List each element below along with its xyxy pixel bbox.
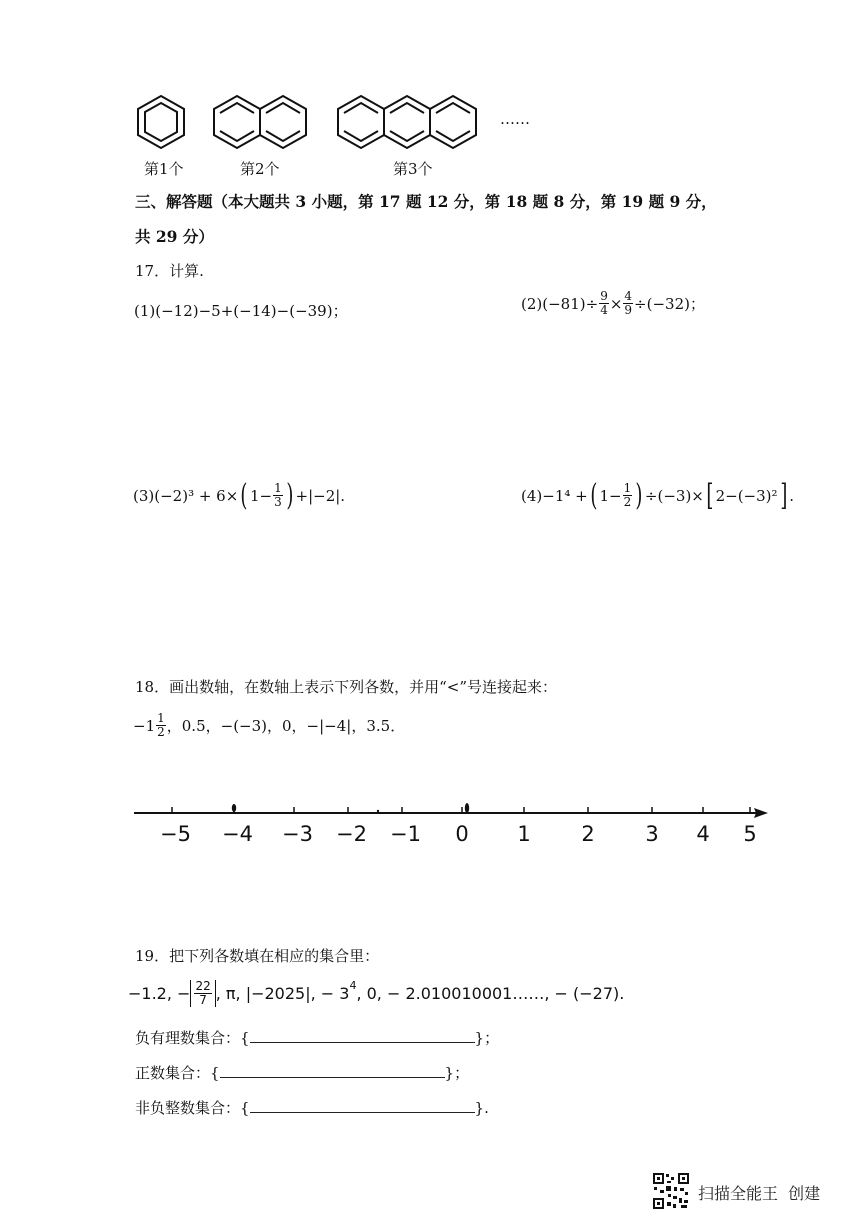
- fraction-1-2: $\frac{1}{2}$: [157, 711, 165, 739]
- q19-number-list: −1.2, − $\frac{22}{7}$ , π, |−2025|, − 3 $^4$ , 0, − 2.010010001……, − (−27).: [128, 979, 625, 1007]
- fraction-4-9: $\frac{4}{9}$: [624, 289, 633, 317]
- q17-p4-label: (4): [521, 486, 543, 505]
- q17-p1-label: (1): [134, 301, 156, 320]
- q18-numbers: [133, 712, 405, 739]
- axis-label: 5: [743, 822, 757, 846]
- q17-p3-post: +|−2|.: [295, 486, 346, 505]
- figure-label-3: 第3个: [393, 160, 433, 178]
- fraction-9-4: $\frac{9}{4}$: [600, 289, 608, 317]
- q17-p2-label: (2): [521, 294, 543, 313]
- fraction-22-7: $\frac{22}{7}$: [195, 979, 211, 1007]
- axis-label: −2: [336, 822, 367, 846]
- bracket-left: [: [706, 478, 714, 513]
- q17-p4-mid: ÷(−3)×: [644, 486, 704, 505]
- axis-label: −3: [282, 822, 313, 846]
- q17-part3: [133, 478, 345, 513]
- q17-part4: [521, 478, 794, 513]
- q17-p4-inner: 1−: [599, 486, 622, 505]
- axis-label: 3: [645, 822, 659, 846]
- axis-arrow: [754, 808, 768, 818]
- q17-p4-pre: −1⁴ +: [542, 486, 588, 505]
- set-negative-rational: 负有理数集合：{ }；: [135, 1029, 500, 1047]
- axis-label: 2: [581, 822, 595, 846]
- q19-title: 19．把下列各数填在相应的集合里：: [135, 947, 380, 965]
- axis-label: −1: [390, 822, 421, 846]
- axis-label: 1: [517, 822, 531, 846]
- q18-mixed-whole: −1: [133, 716, 156, 735]
- q17-part2: [521, 290, 705, 317]
- figure-ellipsis: ……: [500, 110, 530, 128]
- set-nonnegative-integer: 非负整数集合：{ }.: [135, 1099, 489, 1117]
- answer-blank[interactable]: [250, 1042, 475, 1043]
- q17-p2-post: ÷(−32)；: [634, 295, 705, 313]
- q17-p3-pre: (−2)³ + 6×: [154, 486, 239, 505]
- section-title-line1: 三、解答题（本大题共 3 小题，第 17 题 12 分，第 18 题 8 分，第 19 题 9 分，: [135, 192, 717, 211]
- q17-p2-pre: (−81)÷: [542, 294, 599, 313]
- q18-number-list: ，0.5，−(−3)，0，−|−4|，3.5．: [166, 717, 406, 735]
- hexagon-figures: [130, 90, 550, 160]
- bracket-right: ]: [779, 478, 787, 513]
- q17-p3-inner: 1−: [250, 486, 273, 505]
- paren-left: (: [240, 478, 248, 513]
- axis-label: 0: [455, 822, 469, 846]
- abs-fraction: [190, 980, 215, 1007]
- paren-left: (: [590, 478, 598, 513]
- q17-p2-mid: ×: [609, 294, 623, 313]
- section-title-line2: 共 29 分）: [135, 227, 214, 246]
- axis-label: −4: [222, 822, 253, 846]
- q17-p4-post: .: [789, 486, 795, 505]
- q18-title: 18．画出数轴，在数轴上表示下列各数，并用“<”号连接起来：: [135, 678, 557, 696]
- q17-p3-label: (3): [133, 486, 155, 505]
- axis-label: 4: [696, 822, 710, 846]
- watermark-text: 扫描全能王 创建: [698, 1184, 821, 1203]
- figure-label-2: 第2个: [240, 160, 280, 178]
- q17-title: 17．计算.: [135, 262, 204, 280]
- answer-blank[interactable]: [220, 1077, 445, 1078]
- paren-right: ): [286, 478, 294, 513]
- qr-code-icon: [652, 1172, 690, 1210]
- q17-p4-inner2: 2−(−3)²: [715, 486, 778, 505]
- axis-labels: [130, 822, 775, 852]
- q17-p1-expr: (−12)−5+(−14)−(−39)；: [155, 302, 348, 320]
- q17-part1: [134, 300, 348, 321]
- set-positive: 正数集合：{ }；: [135, 1064, 470, 1082]
- fraction-1-3: $\frac{1}{3}$: [274, 481, 282, 509]
- fraction-1-2: $\frac{1}{2}$: [623, 481, 632, 509]
- paren-right: ): [635, 478, 643, 513]
- axis-label: −5: [160, 822, 191, 846]
- answer-blank[interactable]: [250, 1112, 475, 1113]
- figure-label-1: 第1个: [144, 160, 184, 178]
